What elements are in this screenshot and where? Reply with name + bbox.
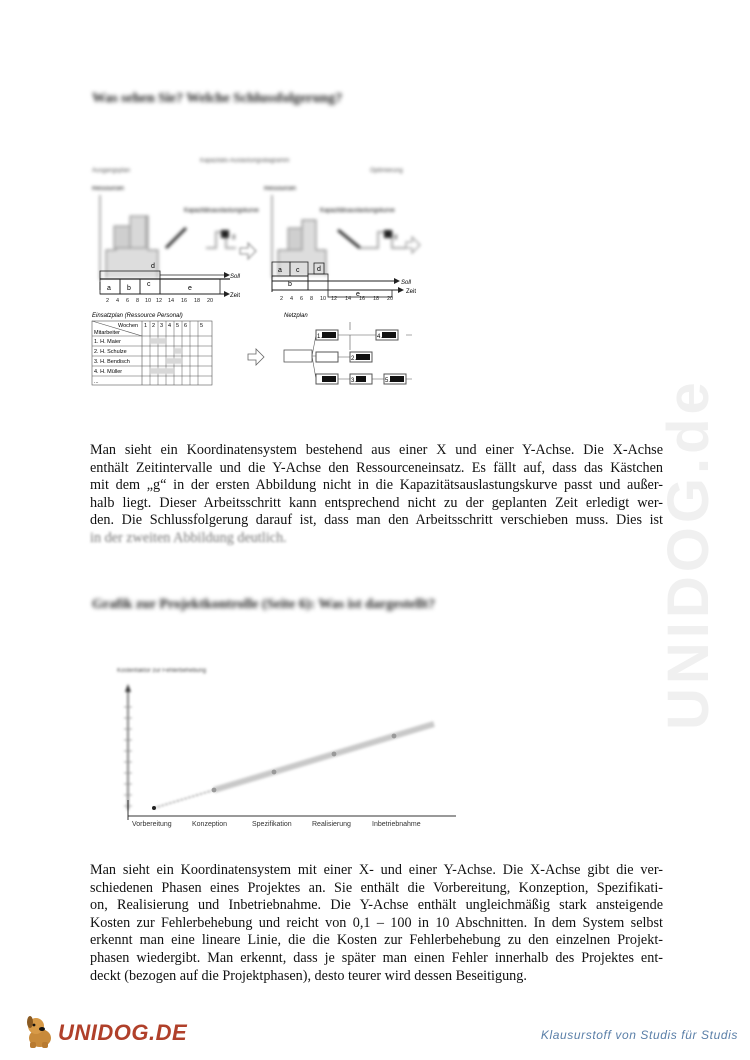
section2-line-5: phasen wiedergibt. Man erkennt, dass je später man einen Fehler innerhalb des Projektes ent-	[90, 949, 663, 966]
ep-header-4: 4	[168, 323, 172, 329]
section1-line-1: enthält Zeitintervalle und die Y-Achse den Ressourceneinsatz. Es fällt auf, dass das Kästchen	[90, 459, 663, 476]
ep-row-1: 2. H. Schulze	[94, 349, 127, 355]
watermark: UNIDOG.de	[656, 378, 721, 730]
right-tick-2: 6	[300, 296, 304, 302]
right-box-a: a	[278, 267, 282, 274]
netzplan-node-4: 5.	[385, 378, 391, 384]
right-tick-8: 18	[373, 296, 380, 302]
section2-line-0: Man sieht ein Koordinatensystem mit einer X- und einer Y-Achse. Die X-Achse gibt die ver-	[90, 862, 663, 878]
ep-header-5: 5	[176, 323, 180, 329]
ep-header-3: 3	[160, 323, 164, 329]
right-zeit-label: Zeit	[406, 289, 417, 295]
ep-header-6: 6	[184, 323, 188, 329]
x-tick-label: Konzeption	[192, 821, 228, 828]
right-tick-6: 14	[345, 296, 352, 302]
right-tick-4: 10	[320, 296, 327, 302]
left-box-b: b	[127, 285, 131, 292]
left-tick-4: 10	[145, 298, 152, 304]
section1-line-3: halb liegt. Dieser Arbeitsschritt kann entsprechend nicht zu der geplanten Zeit erledigt wer-	[90, 494, 663, 511]
figure-top-title: Kapazitäts-Auslastungsdiagramm	[200, 158, 290, 164]
ep-header-2: 2	[152, 323, 156, 329]
x-tick-label: Inbetriebnahme	[372, 821, 421, 828]
netzplan	[284, 313, 412, 384]
series-line	[214, 724, 434, 790]
netzplan-node-1: 2.	[351, 356, 357, 362]
right-kurve-label: Kapazitätsauslastungskurve	[320, 208, 395, 214]
data-point	[152, 806, 156, 810]
section2-line-4: erkennt man eine lineare Linie, die die Kosten zur Fehlerbehebung zu den einzelnen Projekt-	[90, 932, 663, 949]
chart-ylabel: Kostenfaktor zur Fehlerbehebung	[117, 668, 207, 674]
left-tick-1: 4	[116, 298, 120, 304]
data-point	[272, 770, 277, 775]
right-box-b: b	[288, 281, 292, 288]
left-ressourcen-label: Ressourcen	[92, 186, 125, 192]
right-tick-5: 12	[331, 296, 338, 302]
left-tick-5: 12	[156, 298, 163, 304]
data-point	[332, 752, 337, 757]
einsatzplan-title: Einsatzplan (Ressource Personal)	[92, 313, 183, 319]
section2-line-6: deckt (bezogen auf die Projektphasen), desto teurer wird dessen Beseitigung.	[90, 967, 527, 984]
x-tick-label: Vorbereitung	[132, 821, 172, 828]
ep-row-4: ...	[94, 379, 99, 385]
right-g-label: g	[394, 234, 398, 240]
ep-header-0: Wochen	[118, 323, 139, 329]
right-ressourcen-label: Ressourcen	[264, 186, 297, 192]
unidog-logo[interactable]	[22, 1012, 202, 1052]
ep-header-1: 1	[144, 323, 148, 329]
left-kurve-label: Kapazitätsauslastungskurve	[184, 208, 259, 214]
ep-row-3: 4. H. Müller	[94, 369, 123, 375]
logo-text: UNIDOG.DE	[58, 1020, 188, 1045]
einsatzplan	[92, 313, 212, 385]
right-diagram	[264, 186, 420, 302]
right-box-d: d	[317, 266, 321, 273]
section2-line-2: on, Realisierung und Inbetriebnahme. Die Y-Achse enthält ungleichmäßig stark ansteigende	[90, 897, 663, 914]
section1-heading: Was sehen Sie? Welche Schlussfolgerung?	[92, 91, 343, 106]
section1-line-2: mit dem „g“ in der ersten Abbildung nicht in die Kapazitätsauslastungskurve passt und außer-	[90, 477, 663, 494]
netzplan-title: Netzplan	[284, 313, 308, 319]
section1-line-0: Man sieht ein Koordinatensystem bestehend aus einer X und einer Y-Achse. Die X-Achse	[90, 442, 663, 458]
right-tick-1: 4	[290, 296, 294, 302]
footer-tagline: Klausurstoff von Studis für Studis	[540, 1028, 738, 1042]
left-zeit-label: Zeit	[230, 293, 241, 299]
left-box-d: d	[151, 263, 155, 270]
right-box-c: c	[296, 267, 300, 274]
netzplan-node-3: 4.	[377, 334, 383, 340]
ep-row-0: 1. H. Maier	[94, 339, 121, 345]
x-tick-label: Spezifikation	[252, 821, 292, 828]
figure-right-caption: Optimierung	[370, 168, 403, 174]
left-tick-0: 2	[106, 298, 110, 304]
resource-figure	[88, 150, 428, 395]
series-start-segment	[154, 790, 214, 808]
ep-sub: Mitarbeiter	[94, 330, 120, 336]
left-tick-3: 8	[136, 298, 140, 304]
left-box-a: a	[107, 285, 111, 292]
right-box-e: e	[356, 291, 360, 298]
section1-paragraph	[90, 442, 663, 548]
right-tick-9: 20	[387, 296, 394, 302]
left-diagram	[92, 186, 259, 304]
x-tick-label: Realisierung	[312, 821, 351, 828]
right-tick-7: 16	[359, 296, 366, 302]
left-tick-2: 6	[126, 298, 130, 304]
data-point	[212, 788, 217, 793]
left-tick-6: 14	[168, 298, 175, 304]
section1-line-5-blurred: in der zweiten Abbildung deutlich.	[90, 529, 287, 546]
figure-left-caption: Ausgangsplan	[92, 168, 131, 174]
right-soll-label: Soll	[401, 280, 412, 286]
ep-header-7: 5	[200, 323, 204, 329]
left-box-c: c	[147, 281, 151, 288]
section2-heading: Grafik zur Projektkontrolle (Seite 6): Was ist dargestellt?	[92, 597, 436, 612]
right-tick-0: 2	[280, 296, 284, 302]
netzplan-node-0: 1.	[317, 334, 323, 340]
section1-line-4: den. Die Schlussfolgerung darauf ist, dass man den Arbeitsschritt verschieben muss. Dies ist	[90, 512, 663, 529]
left-tick-8: 18	[194, 298, 201, 304]
left-tick-9: 20	[207, 298, 214, 304]
left-soll-label: Soll	[230, 274, 241, 280]
netzplan-node-2: 3.	[351, 378, 357, 384]
data-point	[392, 734, 397, 739]
section2-paragraph	[90, 862, 663, 985]
ep-row-2: 3. H. Bendisch	[94, 359, 130, 365]
left-box-e: e	[188, 285, 192, 292]
dog-icon	[22, 1012, 60, 1052]
left-g-label: g	[232, 234, 236, 240]
right-tick-3: 8	[310, 296, 314, 302]
left-tick-7: 16	[181, 298, 188, 304]
cost-chart	[110, 660, 470, 835]
section2-line-3: Kosten zur Fehlerbehebung und reicht von 0,1 – 100 in 10 Abschnitten. In dem System selbst	[90, 914, 663, 931]
section2-line-1: schiedenen Phasen eines Projektes an. Sie enthält die Vorbereitung, Konzeption, Spezifikati-	[90, 879, 663, 896]
